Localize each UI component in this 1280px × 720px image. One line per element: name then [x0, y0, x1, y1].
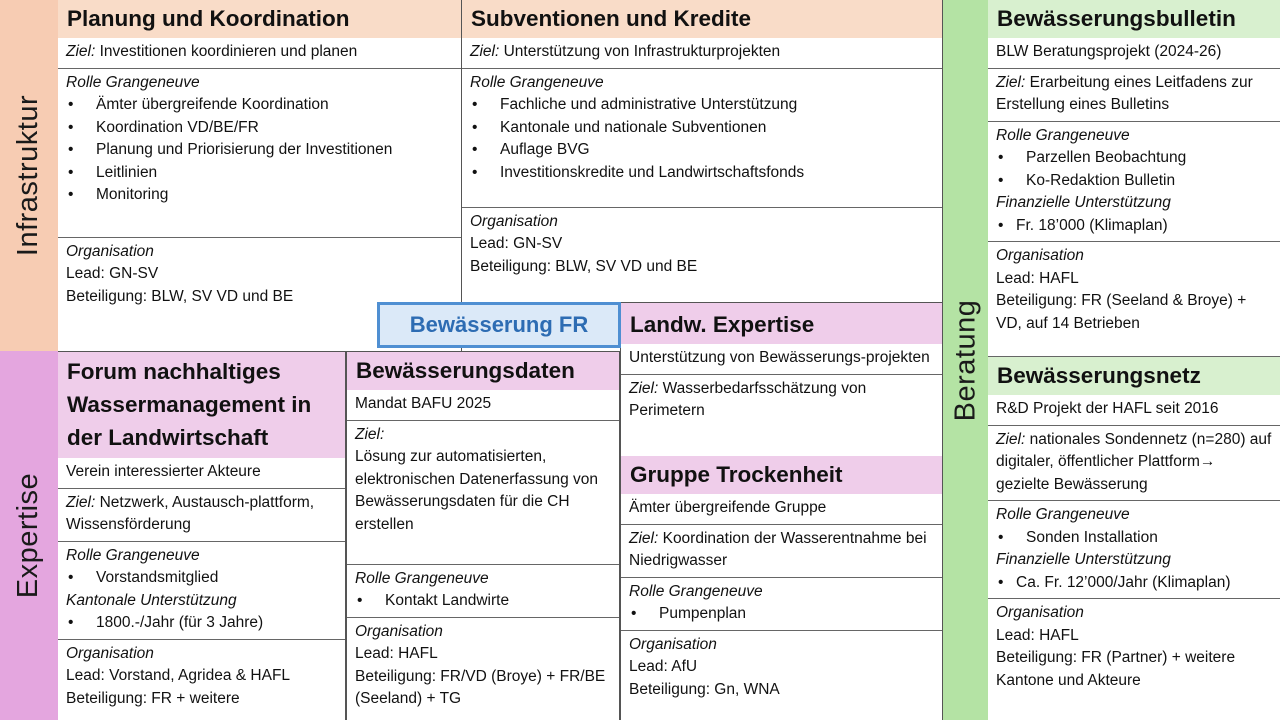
bulletin-ziel [988, 69, 1280, 122]
list-item: • Pumpenplan [629, 603, 934, 626]
subventionen-org-label: Organisation [470, 212, 558, 230]
trockenheit-org-beteiligung: Beteiligung: Gn, WNA [629, 680, 780, 698]
list-item: • Kantonale und nationale Subventionen [470, 117, 934, 140]
panel-daten [346, 351, 620, 720]
subventionen-rolle [462, 69, 942, 208]
netz-ziel-text: nationales Sondennetz (n=280) auf digitaler, öffentlicher Plattform→ gezielte Bewässerung [996, 430, 1272, 493]
forum-rolle-label: Rolle Grangeneuve [66, 546, 200, 564]
list-item: • Vorstandsmitglied [66, 567, 337, 590]
forum-org-label: Organisation [66, 644, 154, 662]
netz-rolle-label: Rolle Grangeneuve [996, 506, 1130, 523]
subventionen-org-lead: Lead: GN-SV [470, 235, 563, 252]
daten-org-lead: Lead: HAFL [355, 645, 438, 662]
panel-bulletin [988, 0, 1280, 357]
forum-ziel-text: Netzwerk, Austausch-plattform, Wissensförderung [66, 493, 315, 533]
subventionen-rolle-label: Rolle Grangeneuve [470, 73, 604, 91]
trockenheit-org-label: Organisation [629, 635, 717, 653]
subventionen-ziel-label: Ziel: [470, 43, 500, 60]
list-item: • Koordination VD/BE/FR [66, 117, 453, 140]
bulletin-org-beteiligung: Beteiligung: FR (Seeland & Broye) + VD, auf 14 Betrieben [996, 292, 1247, 332]
bulletin-ziel-label: Ziel: [996, 73, 1026, 91]
planung-org-label: Organisation [66, 242, 154, 260]
trockenheit-rolle-label: Rolle Grangeneuve [629, 582, 763, 600]
list-item: • Planung und Priorisierung der Investitionen [66, 139, 453, 162]
forum-ziel [58, 489, 345, 542]
daten-rolle-label: Rolle Grangeneuve [355, 569, 489, 587]
daten-ziel-label: Ziel: [355, 425, 385, 443]
forum-org-lead: Lead: Vorstand, Agridea & HAFL [66, 667, 291, 684]
daten-org-beteiligung: Beteiligung: FR/VD (Broye) + FR/BE (Seeland) + TG [355, 667, 606, 707]
trockenheit-ziel-label: Ziel: [629, 529, 659, 547]
netz-org-lead: Lead: HAFL [996, 626, 1079, 644]
panel-planung [58, 0, 462, 351]
netz-organisation [988, 599, 1280, 720]
subventionen-ziel [462, 38, 942, 69]
trockenheit-ziel [621, 525, 942, 578]
expertise-lw-ziel [621, 375, 942, 457]
list-item: • Fachliche und administrative Unterstützung [470, 94, 934, 117]
band-expertise [0, 351, 58, 720]
subventionen-title: Subventionen und Kredite [462, 0, 942, 38]
daten-mandat: Mandat BAFU 2025 [347, 390, 619, 421]
planung-rolle [58, 69, 461, 238]
list-item: • Ämter übergreifende Koordination [66, 94, 453, 117]
panel-forum [58, 351, 346, 720]
expertise-lw-ziel-label: Ziel: [629, 379, 659, 397]
list-item: • Auflage BVG [470, 139, 934, 162]
daten-ziel-text: Lösung zur automatisierten, elektronischen Datenerfassung von Bewässerungsdaten für die CH erstellen [355, 448, 598, 533]
list-item: • Sonden Installation [996, 527, 1272, 550]
center-title: Bewässerung FR [377, 302, 621, 348]
netz-rolle [988, 501, 1280, 599]
subventionen-ziel-text: Unterstützung von Infrastrukturprojekten [499, 43, 781, 60]
planung-rolle-label: Rolle Grangeneuve [66, 73, 200, 91]
panel-expertise-lw [620, 302, 943, 456]
bulletin-title: Bewässerungsbulletin [988, 0, 1280, 38]
bulletin-rolle [988, 122, 1280, 243]
bulletin-project: BLW Beratungsprojekt (2024-26) [988, 38, 1280, 69]
list-item: • Parzellen Beobachtung [996, 147, 1272, 170]
planung-org-beteiligung: Beteiligung: BLW, SV VD und BE [66, 287, 294, 305]
netz-fin-label: Finanzielle Unterstützung [996, 551, 1171, 568]
panel-subventionen [462, 0, 943, 302]
daten-rolle [347, 565, 619, 618]
forum-verein: Verein interessierter Akteure [58, 458, 345, 489]
band-beratung-label: Beratung [949, 299, 982, 421]
netz-project: R&D Projekt der HAFL seit 2016 [988, 395, 1280, 426]
expertise-lw-ziel-text: Wasserbedarfsschätzung von Perimetern [629, 379, 867, 419]
bulletin-organisation [988, 242, 1280, 356]
daten-organisation [347, 618, 619, 720]
forum-title: Forum nachhaltiges Wassermanagement in der Landwirtschaft [58, 352, 345, 458]
band-infrastruktur-label: Infrastruktur [12, 94, 45, 257]
trockenheit-organisation [621, 631, 942, 720]
list-item: • 1800.-/Jahr (für 3 Jahre) [66, 612, 337, 635]
trockenheit-title: Gruppe Trockenheit [621, 456, 942, 494]
expertise-lw-text: Unterstützung von Bewässerungs-projekten [621, 344, 942, 375]
subventionen-organisation [462, 208, 942, 303]
trockenheit-text: Ämter übergreifende Gruppe [621, 494, 942, 525]
list-item: • Ca. Fr. 12’000/Jahr (Klimaplan) [996, 572, 1272, 595]
subventionen-org-beteiligung: Beteiligung: BLW, SV VD und BE [470, 257, 698, 275]
list-item: • Monitoring [66, 184, 453, 207]
netz-org-label: Organisation [996, 604, 1084, 621]
panel-netz [988, 357, 1280, 720]
forum-kant-label: Kantonale Unterstützung [66, 591, 237, 609]
planung-ziel-text: Investitionen koordinieren und planen [95, 43, 358, 60]
trockenheit-rolle [621, 578, 942, 631]
forum-organisation [58, 640, 345, 720]
netz-ziel-label: Ziel: [996, 430, 1026, 448]
forum-rolle [58, 542, 345, 640]
netz-ziel [988, 426, 1280, 502]
list-item: • Leitlinien [66, 162, 453, 185]
list-item: • Investitionskredite und Landwirtschaftsfonds [470, 162, 934, 185]
trockenheit-org-lead: Lead: AfU [629, 658, 698, 675]
planung-ziel [58, 38, 461, 69]
trockenheit-ziel-text: Koordination der Wasserentnahme bei Niedrigwasser [629, 529, 927, 569]
netz-title: Bewässerungsnetz [988, 357, 1280, 395]
expertise-lw-title: Landw. Expertise [621, 303, 942, 344]
band-expertise-label: Expertise [12, 472, 45, 599]
bulletin-org-lead: Lead: HAFL [996, 269, 1079, 287]
daten-ziel [347, 421, 619, 565]
panel-trockenheit [620, 456, 943, 720]
bulletin-org-label: Organisation [996, 247, 1084, 264]
planung-title: Planung und Koordination [58, 0, 461, 38]
planung-ziel-label: Ziel: [66, 43, 96, 60]
band-beratung [943, 0, 988, 720]
daten-title: Bewässerungsdaten [347, 352, 619, 390]
list-item: • Fr. 18’000 (Klimaplan) [996, 215, 1272, 238]
bulletin-rolle-label: Rolle Grangeneuve [996, 126, 1130, 144]
netz-org-beteiligung: Beteiligung: FR (Partner) + weitere Kantone und Akteure [996, 649, 1236, 689]
forum-ziel-label: Ziel: [66, 493, 96, 511]
bulletin-ziel-text: Erarbeitung eines Leitfadens zur Erstellung eines Bulletins [996, 73, 1253, 113]
list-item: • Kontakt Landwirte [355, 590, 611, 613]
band-infrastruktur [0, 0, 58, 351]
daten-org-label: Organisation [355, 622, 443, 640]
planung-org-lead: Lead: GN-SV [66, 265, 159, 282]
list-item: • Ko-Redaktion Bulletin [996, 170, 1272, 193]
bulletin-fin-label: Finanzielle Unterstützung [996, 194, 1171, 211]
forum-org-beteiligung: Beteiligung: FR + weitere [66, 689, 240, 707]
